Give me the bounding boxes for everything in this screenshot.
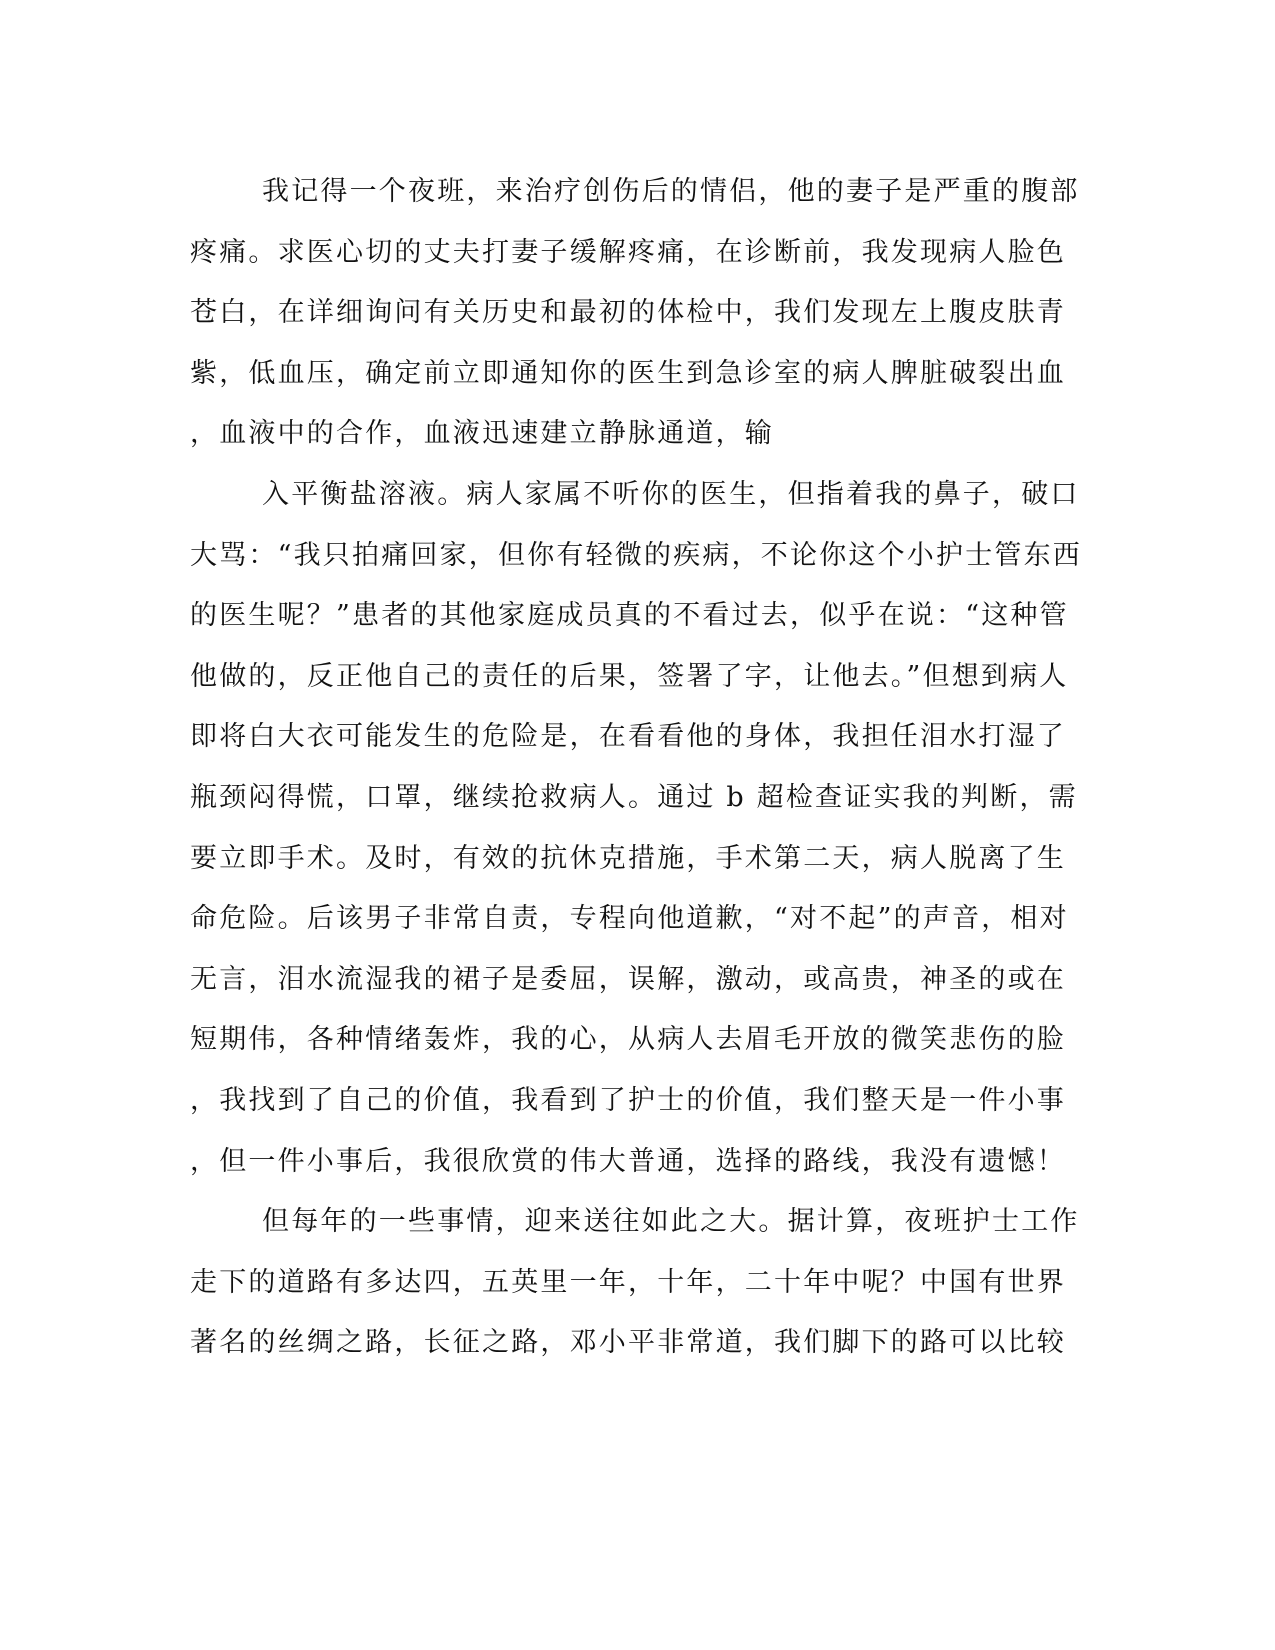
text-line: 疼痛。求医心切的丈夫打妻子缓解疼痛，在诊断前，我发现病人脸色 [190, 236, 1066, 268]
text-line: 走下的道路有多达四，五英里一年，十年，二十年中呢？中国有世界 [190, 1266, 1066, 1298]
text-line: 要立即手术。及时，有效的抗休克措施，手术第二天，病人脱离了生 [190, 842, 1066, 874]
text-line: ，但一件小事后，我很欣赏的伟大普通，选择的路线，我没有遗憾！ [190, 1145, 1066, 1177]
text-line: 命危险。后该男子非常自责，专程向他道歉，“对不起”的声音，相对 [190, 903, 1069, 935]
text-line: 无言，泪水流湿我的裙子是委屈，误解，激动，或高贵，神圣的或在 [190, 963, 1066, 995]
text-line: 大骂：“我只拍痛回家，但你有轻微的疾病，不论你这个小护士管东西 [190, 539, 1083, 571]
text-line: 短期伟，各种情绪轰炸，我的心，从病人去眉毛开放的微笑悲伤的脸 [190, 1024, 1066, 1056]
text-line: 他做的，反正他自己的责任的后果，签署了字，让他去。”但想到病人 [190, 660, 1069, 692]
text-line: ，血液中的合作，血液迅速建立静脉通道，输 [190, 418, 774, 450]
text-line: 的医生呢？”患者的其他家庭成员真的不看过去，似乎在说：“这种管 [190, 600, 1069, 632]
text-line: 苍白，在详细询问有关历史和最初的体检中，我们发现左上腹皮肤青 [190, 297, 1066, 329]
text-line: 即将白大衣可能发生的危险是，在看看他的身体，我担任泪水打湿了 [190, 721, 1066, 753]
text-line: 入平衡盐溶液。病人家属不听你的医生，但指着我的鼻子，破口 [262, 478, 1080, 510]
text-line: ，我找到了自己的价值，我看到了护士的价值，我们整天是一件小事 [190, 1084, 1066, 1116]
text-line: 我记得一个夜班，来治疗创伤后的情侣，他的妻子是严重的腹部 [262, 176, 1080, 207]
text-line: 但每年的一些事情，迎来送往如此之大。据计算，夜班护士工作 [262, 1206, 1080, 1238]
body-text [190, 162, 1090, 1374]
text-line: 紫，低血压，确定前立即通知你的医生到急诊室的病人脾脏破裂出血 [190, 357, 1066, 389]
text-line: 瓶颈闷得慌，口罩，继续抢救病人。通过 b 超检查证实我的判断，需 [190, 781, 1078, 813]
text-line: 著名的丝绸之路，长征之路，邓小平非常道，我们脚下的路可以比较 [190, 1327, 1066, 1359]
